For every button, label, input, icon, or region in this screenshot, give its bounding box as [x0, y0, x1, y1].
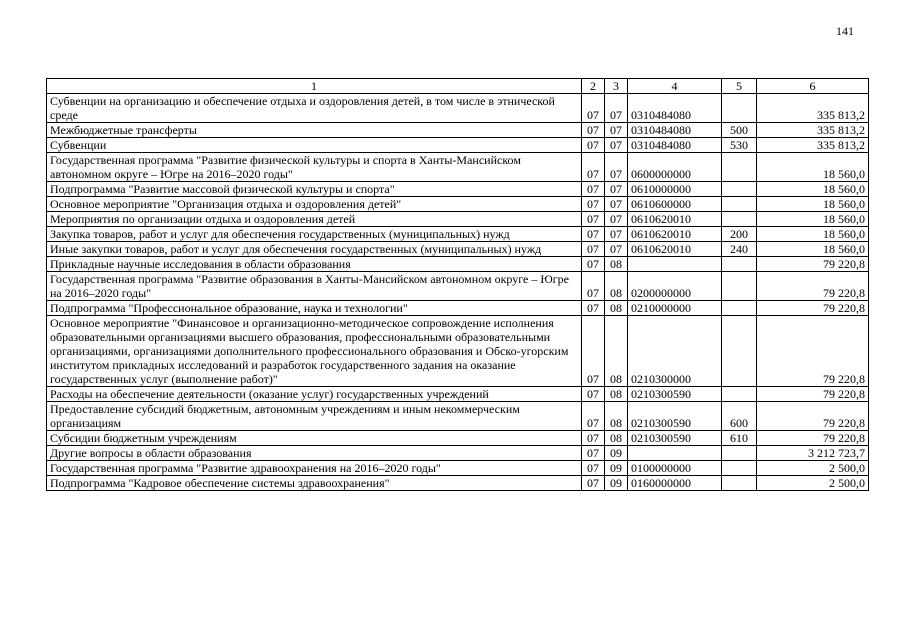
row-name: Основное мероприятие "Организация отдыха и оздоровления детей" — [47, 197, 582, 212]
table-row — [47, 212, 869, 227]
row-expense-type: 600 — [722, 402, 757, 431]
row-expense-type: 500 — [722, 123, 757, 138]
row-name: Государственная программа "Развитие здравоохранения на 2016–2020 годы" — [47, 461, 582, 476]
row-amount: 79 220,8 — [757, 402, 869, 431]
row-name: Иные закупки товаров, работ и услуг для обеспечения государственных (муниципальных) нужд — [47, 242, 582, 257]
budget-table-body — [47, 79, 869, 491]
table-row — [47, 301, 869, 316]
row-target-article: 0310484080 — [628, 138, 722, 153]
row-name: Межбюджетные трансферты — [47, 123, 582, 138]
row-amount: 18 560,0 — [757, 212, 869, 227]
row-amount: 18 560,0 — [757, 153, 869, 182]
column-header: 1 — [47, 79, 582, 94]
row-expense-type — [722, 476, 757, 491]
row-subsection: 09 — [605, 446, 628, 461]
row-section: 07 — [582, 476, 605, 491]
row-section: 07 — [582, 242, 605, 257]
row-subsection: 08 — [605, 272, 628, 301]
row-expense-type: 200 — [722, 227, 757, 242]
column-header: 4 — [628, 79, 722, 94]
row-target-article: 0610600000 — [628, 197, 722, 212]
row-amount: 335 813,2 — [757, 123, 869, 138]
row-expense-type — [722, 197, 757, 212]
row-name: Подпрограмма "Развитие массовой физической культуры и спорта" — [47, 182, 582, 197]
row-target-article — [628, 257, 722, 272]
column-number-row — [47, 79, 869, 94]
row-amount: 2 500,0 — [757, 476, 869, 491]
row-name: Прикладные научные исследования в области образования — [47, 257, 582, 272]
row-target-article: 0200000000 — [628, 272, 722, 301]
row-amount: 79 220,8 — [757, 316, 869, 387]
row-target-article: 0100000000 — [628, 461, 722, 476]
row-section: 07 — [582, 301, 605, 316]
row-amount: 2 500,0 — [757, 461, 869, 476]
row-name: Подпрограмма "Профессиональное образование, наука и технологии" — [47, 301, 582, 316]
row-expense-type: 530 — [722, 138, 757, 153]
table-row — [47, 387, 869, 402]
row-expense-type — [722, 212, 757, 227]
row-subsection: 07 — [605, 242, 628, 257]
row-name: Государственная программа "Развитие физической культуры и спорта в Ханты-Мансийском автономном округе – Югре на 2016–2020 годы" — [47, 153, 582, 182]
row-subsection: 07 — [605, 94, 628, 123]
row-amount: 3 212 723,7 — [757, 446, 869, 461]
row-target-article: 0210300000 — [628, 316, 722, 387]
row-section: 07 — [582, 153, 605, 182]
row-section: 07 — [582, 94, 605, 123]
table-row — [47, 123, 869, 138]
column-header: 3 — [605, 79, 628, 94]
row-amount: 79 220,8 — [757, 301, 869, 316]
row-target-article: 0610000000 — [628, 182, 722, 197]
row-expense-type — [722, 94, 757, 123]
row-target-article: 0210000000 — [628, 301, 722, 316]
row-expense-type — [722, 272, 757, 301]
row-amount: 18 560,0 — [757, 197, 869, 212]
row-subsection: 08 — [605, 316, 628, 387]
table-row — [47, 257, 869, 272]
table-row — [47, 227, 869, 242]
row-subsection: 08 — [605, 387, 628, 402]
row-name: Мероприятия по организации отдыха и оздоровления детей — [47, 212, 582, 227]
row-target-article: 0210300590 — [628, 402, 722, 431]
budget-table — [46, 78, 869, 491]
row-target-article: 0310484080 — [628, 123, 722, 138]
row-subsection: 08 — [605, 257, 628, 272]
table-row — [47, 446, 869, 461]
row-section: 07 — [582, 387, 605, 402]
row-amount: 79 220,8 — [757, 431, 869, 446]
table-row — [47, 316, 869, 387]
row-section: 07 — [582, 257, 605, 272]
column-header: 2 — [582, 79, 605, 94]
row-expense-type — [722, 257, 757, 272]
row-name: Субвенции — [47, 138, 582, 153]
row-expense-type — [722, 153, 757, 182]
row-name: Закупка товаров, работ и услуг для обеспечения государственных (муниципальных) нужд — [47, 227, 582, 242]
row-subsection: 07 — [605, 138, 628, 153]
row-subsection: 08 — [605, 402, 628, 431]
row-amount: 18 560,0 — [757, 242, 869, 257]
row-expense-type — [722, 461, 757, 476]
table-row — [47, 272, 869, 301]
row-expense-type: 610 — [722, 431, 757, 446]
row-section: 07 — [582, 431, 605, 446]
row-amount: 79 220,8 — [757, 272, 869, 301]
row-amount: 18 560,0 — [757, 227, 869, 242]
row-section: 07 — [582, 316, 605, 387]
row-target-article: 0210300590 — [628, 431, 722, 446]
row-expense-type: 240 — [722, 242, 757, 257]
row-subsection: 09 — [605, 476, 628, 491]
table-row — [47, 197, 869, 212]
row-subsection: 07 — [605, 227, 628, 242]
table-row — [47, 431, 869, 446]
table-row — [47, 94, 869, 123]
row-name: Предоставление субсидий бюджетным, автономным учреждениям и иным некоммерческим организациям — [47, 402, 582, 431]
row-name: Расходы на обеспечение деятельности (оказание услуг) государственных учреждений — [47, 387, 582, 402]
row-target-article: 0310484080 — [628, 94, 722, 123]
table-row — [47, 476, 869, 491]
row-expense-type — [722, 316, 757, 387]
row-section: 07 — [582, 212, 605, 227]
row-target-article: 0610620010 — [628, 212, 722, 227]
row-section: 07 — [582, 123, 605, 138]
row-name: Субвенции на организацию и обеспечение отдыха и оздоровления детей, в том числе в этнической среде — [47, 94, 582, 123]
row-target-article: 0210300590 — [628, 387, 722, 402]
row-section: 07 — [582, 272, 605, 301]
table-row — [47, 242, 869, 257]
row-subsection: 07 — [605, 123, 628, 138]
row-subsection: 08 — [605, 431, 628, 446]
row-expense-type — [722, 301, 757, 316]
row-amount: 18 560,0 — [757, 182, 869, 197]
row-section: 07 — [582, 402, 605, 431]
table-row — [47, 153, 869, 182]
row-name: Другие вопросы в области образования — [47, 446, 582, 461]
row-name: Подпрограмма "Кадровое обеспечение системы здравоохранения" — [47, 476, 582, 491]
row-subsection: 07 — [605, 197, 628, 212]
row-section: 07 — [582, 182, 605, 197]
table-row — [47, 182, 869, 197]
row-subsection: 07 — [605, 182, 628, 197]
row-expense-type — [722, 446, 757, 461]
page-number: 141 — [836, 24, 854, 38]
row-subsection: 08 — [605, 301, 628, 316]
row-expense-type — [722, 387, 757, 402]
row-amount: 79 220,8 — [757, 387, 869, 402]
row-expense-type — [722, 182, 757, 197]
row-target-article: 0600000000 — [628, 153, 722, 182]
row-section: 07 — [582, 197, 605, 212]
row-amount: 335 813,2 — [757, 138, 869, 153]
row-target-article: 0160000000 — [628, 476, 722, 491]
table-row — [47, 402, 869, 431]
column-header: 6 — [757, 79, 869, 94]
table-row — [47, 461, 869, 476]
column-header: 5 — [722, 79, 757, 94]
table-row — [47, 138, 869, 153]
row-amount: 335 813,2 — [757, 94, 869, 123]
row-target-article — [628, 446, 722, 461]
row-name: Основное мероприятие "Финансовое и организационно-методическое сопровождение исполнения образовательными организациями высшего образования, профессиональными образовательными организациями, организациями дополнительного профессионального образования и Обско-угорским институтом прикладных исследований и разработок государственного задания на оказание государственных услуг (выполнение работ)" — [47, 316, 582, 387]
row-name: Государственная программа "Развитие образования в Ханты-Мансийском автономном округе – Югре на 2016–2020 годы" — [47, 272, 582, 301]
row-target-article: 0610620010 — [628, 227, 722, 242]
row-subsection: 07 — [605, 153, 628, 182]
row-section: 07 — [582, 138, 605, 153]
row-subsection: 09 — [605, 461, 628, 476]
row-name: Субсидии бюджетным учреждениям — [47, 431, 582, 446]
row-amount: 79 220,8 — [757, 257, 869, 272]
row-target-article: 0610620010 — [628, 242, 722, 257]
row-section: 07 — [582, 227, 605, 242]
row-section: 07 — [582, 446, 605, 461]
row-section: 07 — [582, 461, 605, 476]
row-subsection: 07 — [605, 212, 628, 227]
